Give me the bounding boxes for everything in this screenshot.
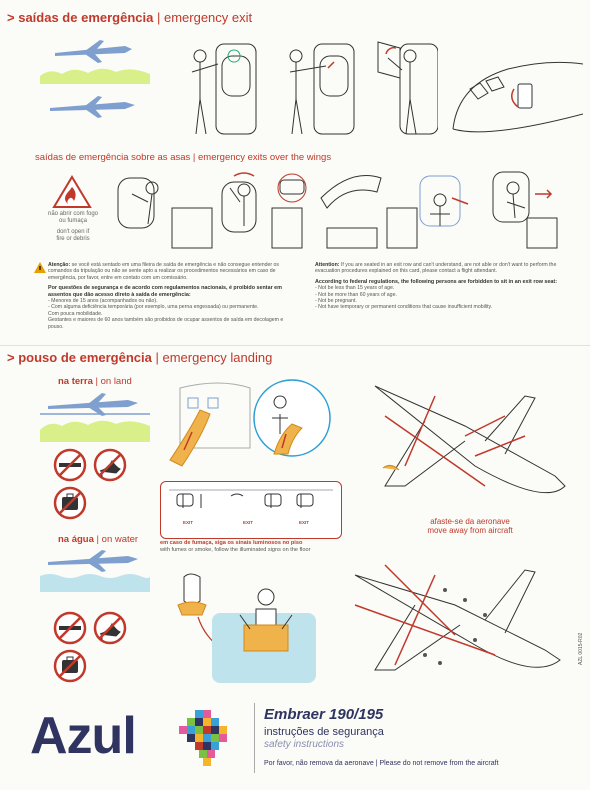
fire-warning-icon (52, 175, 92, 209)
wing-step-6 (493, 172, 557, 248)
brand-logo-text: Azul (30, 707, 136, 765)
on-water-label: na água | on water (58, 534, 139, 545)
wing-step-5 (420, 176, 468, 226)
aircraft-evacuation-water (345, 545, 570, 685)
plane-landing-icon (50, 96, 135, 118)
no-smoking-icon (55, 450, 85, 480)
wing-step-1 (118, 178, 212, 248)
no-high-heels-icon (95, 450, 125, 480)
fire-warning-text: não abrir com fogo ou fumaça don't open if fire or debris (47, 211, 99, 242)
move-away-caption: afaste-se da aeronave move away from aircraft (427, 517, 513, 535)
seat-cushion-flotation (170, 565, 340, 685)
plane-nose-illustration (448, 44, 583, 144)
plane-takeoff-icon (55, 40, 132, 63)
attention-icon (34, 262, 46, 273)
on-land-label: na terra | on land (58, 376, 132, 387)
card-code: AZL 0015-R02 (578, 632, 584, 665)
wing-exit-steps (112, 168, 562, 256)
brand-mosaic-icon (175, 708, 235, 772)
landing-section-title: > pouso de emergência | emergency landing (7, 350, 273, 365)
aircraft-evacuation-land (365, 376, 570, 511)
notice-en: Attention: If you are seated in an exit row and can't understand, are not able or don't want to perform the evacuation procedures explained on this card, please contact a flight attendant. According to federal regulations, the following persons are forbidden to sit in an exit row seat: - Not be less than 15 years of age. - Not be more than 60 years of age. - Not be pregnant. - Not have temporary or permanent conditions that cause insufficient mobility. (315, 262, 558, 311)
wing-section-title: saídas de emergência sobre as asas | emergency exits over the wings (35, 152, 332, 163)
footer-divider (254, 703, 255, 773)
door-step-3 (378, 42, 438, 134)
notice-pt: Atenção: se você está sentado em uma fileira de saída de emergência e não consegue entender os comandos da tripulação ou não se sente apto a realizar os procedimentos necessários em caso de emergência, por favor, entre em contato com um comissário. Por questões de segurança e de acordo com regulamentos nacionais, é proibido sentar em assentos que dão acesso direto à saída de emergência: - Menores de 15 anos (acompanhados ou não). - Com alguma deficiência temporária (por exemplo, uma perna engessada) ou permanente. Com pouca mobilidade. Gestantes e maiores de 60 anos também são proibidos de ocupar assentos de saída em decolagem e pouso. (48, 262, 284, 330)
floor-lights-caption: em caso de fumaça, siga os sinais luminosos no piso with fumes or smoke, follow the illuminated signs on the floor (160, 540, 311, 553)
slide-illustrations (160, 378, 340, 473)
landing-land-icon (40, 388, 150, 444)
floor-lights-diagram (160, 481, 342, 539)
no-high-heels-icon (95, 613, 125, 643)
no-luggage-icon (55, 651, 85, 681)
door-step-2 (290, 44, 354, 134)
no-smoking-icon (55, 613, 85, 643)
keep-onboard-note: Por favor, não remova da aeronave | Please do not remove from the aircraft (264, 760, 499, 767)
land-prohibited-icons (52, 447, 132, 521)
section-divider (0, 345, 590, 346)
slide-step-2 (254, 380, 330, 456)
landing-water-icon (40, 548, 150, 592)
plane-landing-icon (40, 393, 150, 416)
exit-section-title: > saídas de emergência | emergency exit (7, 10, 253, 25)
no-luggage-icon (55, 488, 85, 518)
plane-landing-icon (48, 550, 138, 572)
wing-step-4 (321, 176, 417, 249)
exit-sign-2: EXIT (243, 520, 254, 525)
card-title-en: safety instructions (264, 739, 345, 750)
card-title-pt: instruções de segurança (264, 726, 384, 738)
exit-sign-3: EXIT (299, 520, 310, 525)
seat-cushion-icon (178, 574, 206, 615)
door-open-steps (178, 34, 438, 144)
exit-sign-1: EXIT (183, 520, 194, 525)
water-prohibited-icons (52, 610, 132, 684)
exit-plane-icons (40, 36, 150, 136)
aircraft-model: Embraer 190/195 (264, 706, 384, 723)
slide-step-1 (170, 383, 250, 466)
wing-step-2 (222, 173, 302, 248)
wing-step-3 (278, 174, 306, 202)
door-step-1 (192, 44, 256, 134)
